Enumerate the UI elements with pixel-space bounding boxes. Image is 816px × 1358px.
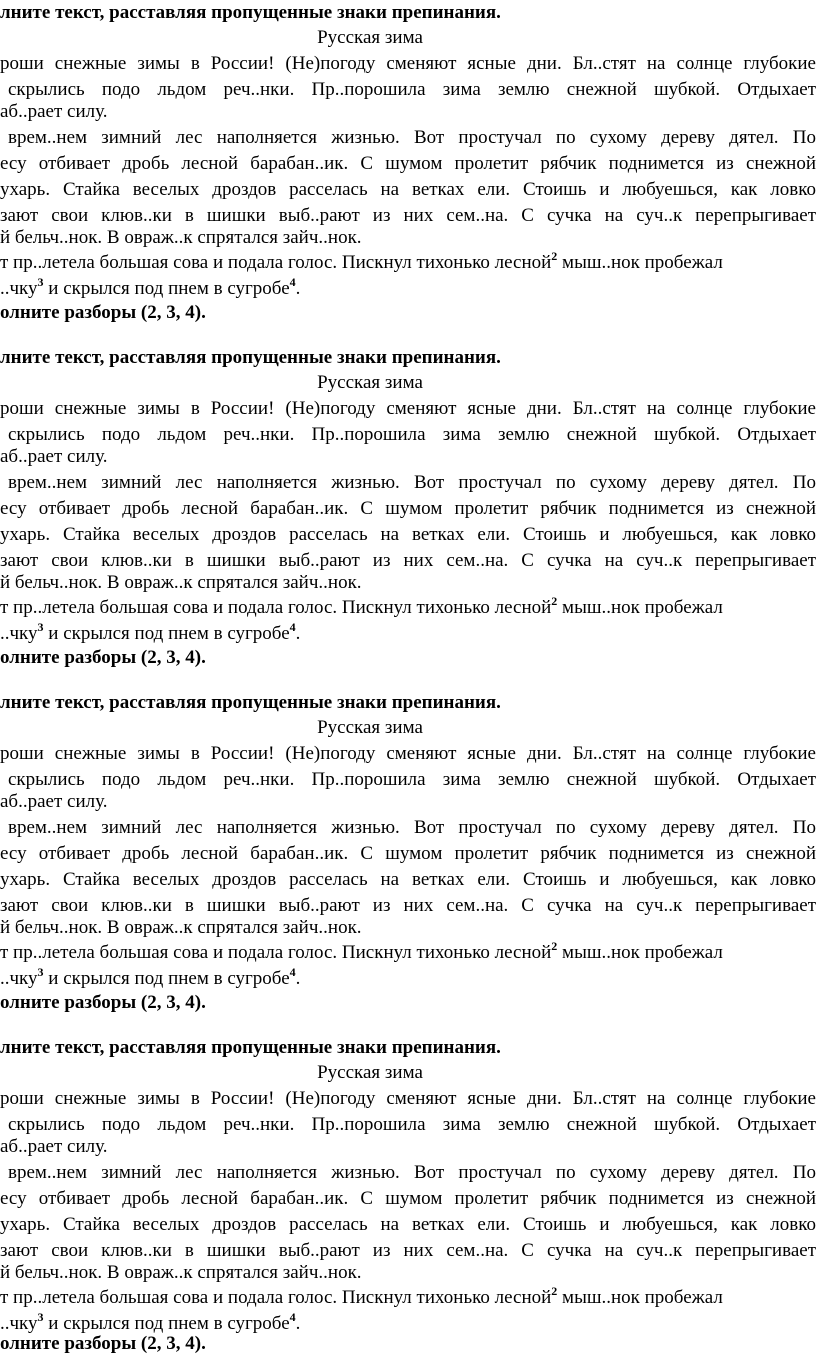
task-heading: лните текст, расставляя пропущенные знаки препинания.	[0, 692, 501, 713]
footnote-marker: 2	[551, 1284, 558, 1298]
paragraph-line: ухарь. Стайка веселых дроздов расселась на ветках ели. Стоишь и любуешься, как ловко	[0, 524, 816, 545]
paragraph-line: есу отбивает дробь лесной барабан..ик. С шумом пролетит рябчик поднимется из снежной	[0, 498, 816, 519]
task-heading: лните текст, расставляя пропущенные знаки препинания.	[0, 1037, 501, 1058]
footnote-marker: 4	[289, 275, 296, 289]
paragraph-line: врем..нем зимний лес наполняется жизнью. Вот простучал по сухому дереву дятел. По	[8, 817, 816, 838]
paragraph-text: и скрылся под пнем в сугробе	[43, 968, 290, 989]
paragraph-text: и скрылся под пнем в сугробе	[43, 1313, 290, 1334]
paragraph-text: мыш..нок пробежал	[557, 942, 723, 963]
text-title: Русская зима	[317, 27, 423, 48]
footnote-marker: 4	[289, 965, 296, 979]
footnote-marker: 3	[37, 965, 44, 979]
paragraph-text: т пр..летела большая сова и подала голос. Пискнул тихонько лесной	[0, 252, 552, 273]
paragraph-line: роши снежные зимы в России! (Не)погоду сменяют ясные дни. Бл..стят на солнце глубокие	[0, 1088, 816, 1109]
task-heading: лните текст, расставляя пропущенные знаки препинания.	[0, 347, 501, 368]
paragraph-text: т пр..летела большая сова и подала голос. Пискнул тихонько лесной	[0, 597, 552, 618]
paragraph-line: скрылись подо льдом реч..нки. Пр..порошила зима землю снежной шубкой. Отдыхает	[8, 424, 816, 445]
paragraph-line: й бельч..нок. В овраж..к спрятался зайч..нок.	[0, 572, 362, 593]
paragraph-line: ухарь. Стайка веселых дроздов расселась на ветках ели. Стоишь и любуешься, как ловко	[0, 179, 816, 200]
paragraph-line: есу отбивает дробь лесной барабан..ик. С шумом пролетит рябчик поднимется из снежной	[0, 843, 816, 864]
paragraph-line: роши снежные зимы в России! (Не)погоду сменяют ясные дни. Бл..стят на солнце глубокие	[0, 743, 816, 764]
paragraph-line: роши снежные зимы в России! (Не)погоду сменяют ясные дни. Бл..стят на солнце глубокие	[0, 53, 816, 74]
paragraph-text: мыш..нок пробежал	[557, 597, 723, 618]
footnote-marker: 2	[551, 594, 558, 608]
paragraph-line-footnoted	[0, 250, 816, 276]
paragraph-text: .	[295, 968, 301, 989]
paragraph-line-footnoted	[0, 621, 300, 647]
paragraph-line: есу отбивает дробь лесной барабан..ик. С шумом пролетит рябчик поднимется из снежной	[0, 1188, 816, 1209]
paragraph-text: .	[295, 623, 301, 644]
paragraph-line: есу отбивает дробь лесной барабан..ик. С шумом пролетит рябчик поднимется из снежной	[0, 153, 816, 174]
paragraph-line: врем..нем зимний лес наполняется жизнью. Вот простучал по сухому дереву дятел. По	[8, 1162, 816, 1183]
paragraph-line: скрылись подо льдом реч..нки. Пр..порошила зима землю снежной шубкой. Отдыхает	[8, 1114, 816, 1135]
paragraph-text: ..чку	[0, 968, 38, 989]
paragraph-text: .	[295, 278, 301, 299]
paragraph-line-footnoted	[0, 966, 300, 992]
text-title: Русская зима	[317, 1062, 423, 1083]
task-heading: лните текст, расставляя пропущенные знаки препинания.	[0, 2, 501, 23]
footnote-marker: 2	[551, 939, 558, 953]
footnote-marker: 3	[37, 1310, 44, 1324]
paragraph-line: врем..нем зимний лес наполняется жизнью. Вот простучал по сухому дереву дятел. По	[8, 127, 816, 148]
paragraph-line: й бельч..нок. В овраж..к спрятался зайч..нок.	[0, 1262, 362, 1283]
paragraph-line: врем..нем зимний лес наполняется жизнью. Вот простучал по сухому дереву дятел. По	[8, 472, 816, 493]
text-title: Русская зима	[317, 717, 423, 738]
text-title: Русская зима	[317, 372, 423, 393]
paragraph-text: т пр..летела большая сова и подала голос. Пискнул тихонько лесной	[0, 942, 552, 963]
paragraph-line: й бельч..нок. В овраж..к спрятался зайч..нок.	[0, 917, 362, 938]
paragraph-line: аб..рает силу.	[0, 1136, 108, 1157]
paragraph-text: .	[295, 1313, 301, 1334]
paragraph-line: зают свои клюв..ки в шишки выб..рают из них сем..на. С сучка на суч..к перепрыгивает	[0, 550, 816, 571]
paragraph-text: и скрылся под пнем в сугробе	[43, 278, 290, 299]
paragraph-line: аб..рает силу.	[0, 791, 108, 812]
paragraph-text: и скрылся под пнем в сугробе	[43, 623, 290, 644]
paragraph-line: зают свои клюв..ки в шишки выб..рают из них сем..на. С сучка на суч..к перепрыгивает	[0, 205, 816, 226]
footnote-marker: 4	[289, 1310, 296, 1324]
paragraph-text: мыш..нок пробежал	[557, 252, 723, 273]
paragraph-line-footnoted	[0, 1285, 816, 1311]
paragraph-line: ухарь. Стайка веселых дроздов расселась на ветках ели. Стоишь и любуешься, как ловко	[0, 869, 816, 890]
paragraph-line: ухарь. Стайка веселых дроздов расселась на ветках ели. Стоишь и любуешься, как ловко	[0, 1214, 816, 1235]
footnote-marker: 4	[289, 620, 296, 634]
paragraph-line: зают свои клюв..ки в шишки выб..рают из них сем..на. С сучка на суч..к перепрыгивает	[0, 1240, 816, 1261]
paragraph-line: скрылись подо льдом реч..нки. Пр..порошила зима землю снежной шубкой. Отдыхает	[8, 79, 816, 100]
task-footer: олните разборы (2, 3, 4).	[0, 302, 206, 323]
paragraph-line: скрылись подо льдом реч..нки. Пр..порошила зима землю снежной шубкой. Отдыхает	[8, 769, 816, 790]
task-footer: олните разборы (2, 3, 4).	[0, 1333, 206, 1354]
paragraph-line-footnoted	[0, 940, 816, 966]
paragraph-text: ..чку	[0, 623, 38, 644]
paragraph-line: роши снежные зимы в России! (Не)погоду сменяют ясные дни. Бл..стят на солнце глубокие	[0, 398, 816, 419]
footnote-marker: 2	[551, 249, 558, 263]
footnote-marker: 3	[37, 275, 44, 289]
paragraph-text: т пр..летела большая сова и подала голос. Пискнул тихонько лесной	[0, 1287, 552, 1308]
paragraph-text: ..чку	[0, 1313, 38, 1334]
paragraph-line: й бельч..нок. В овраж..к спрятался зайч..нок.	[0, 227, 362, 248]
footnote-marker: 3	[37, 620, 44, 634]
paragraph-text: ..чку	[0, 278, 38, 299]
paragraph-line: зают свои клюв..ки в шишки выб..рают из них сем..на. С сучка на суч..к перепрыгивает	[0, 895, 816, 916]
task-footer: олните разборы (2, 3, 4).	[0, 647, 206, 668]
paragraph-line: аб..рает силу.	[0, 101, 108, 122]
paragraph-text: мыш..нок пробежал	[557, 1287, 723, 1308]
paragraph-line-footnoted	[0, 276, 300, 302]
paragraph-line-footnoted	[0, 595, 816, 621]
paragraph-line: аб..рает силу.	[0, 446, 108, 467]
task-footer: олните разборы (2, 3, 4).	[0, 992, 206, 1013]
